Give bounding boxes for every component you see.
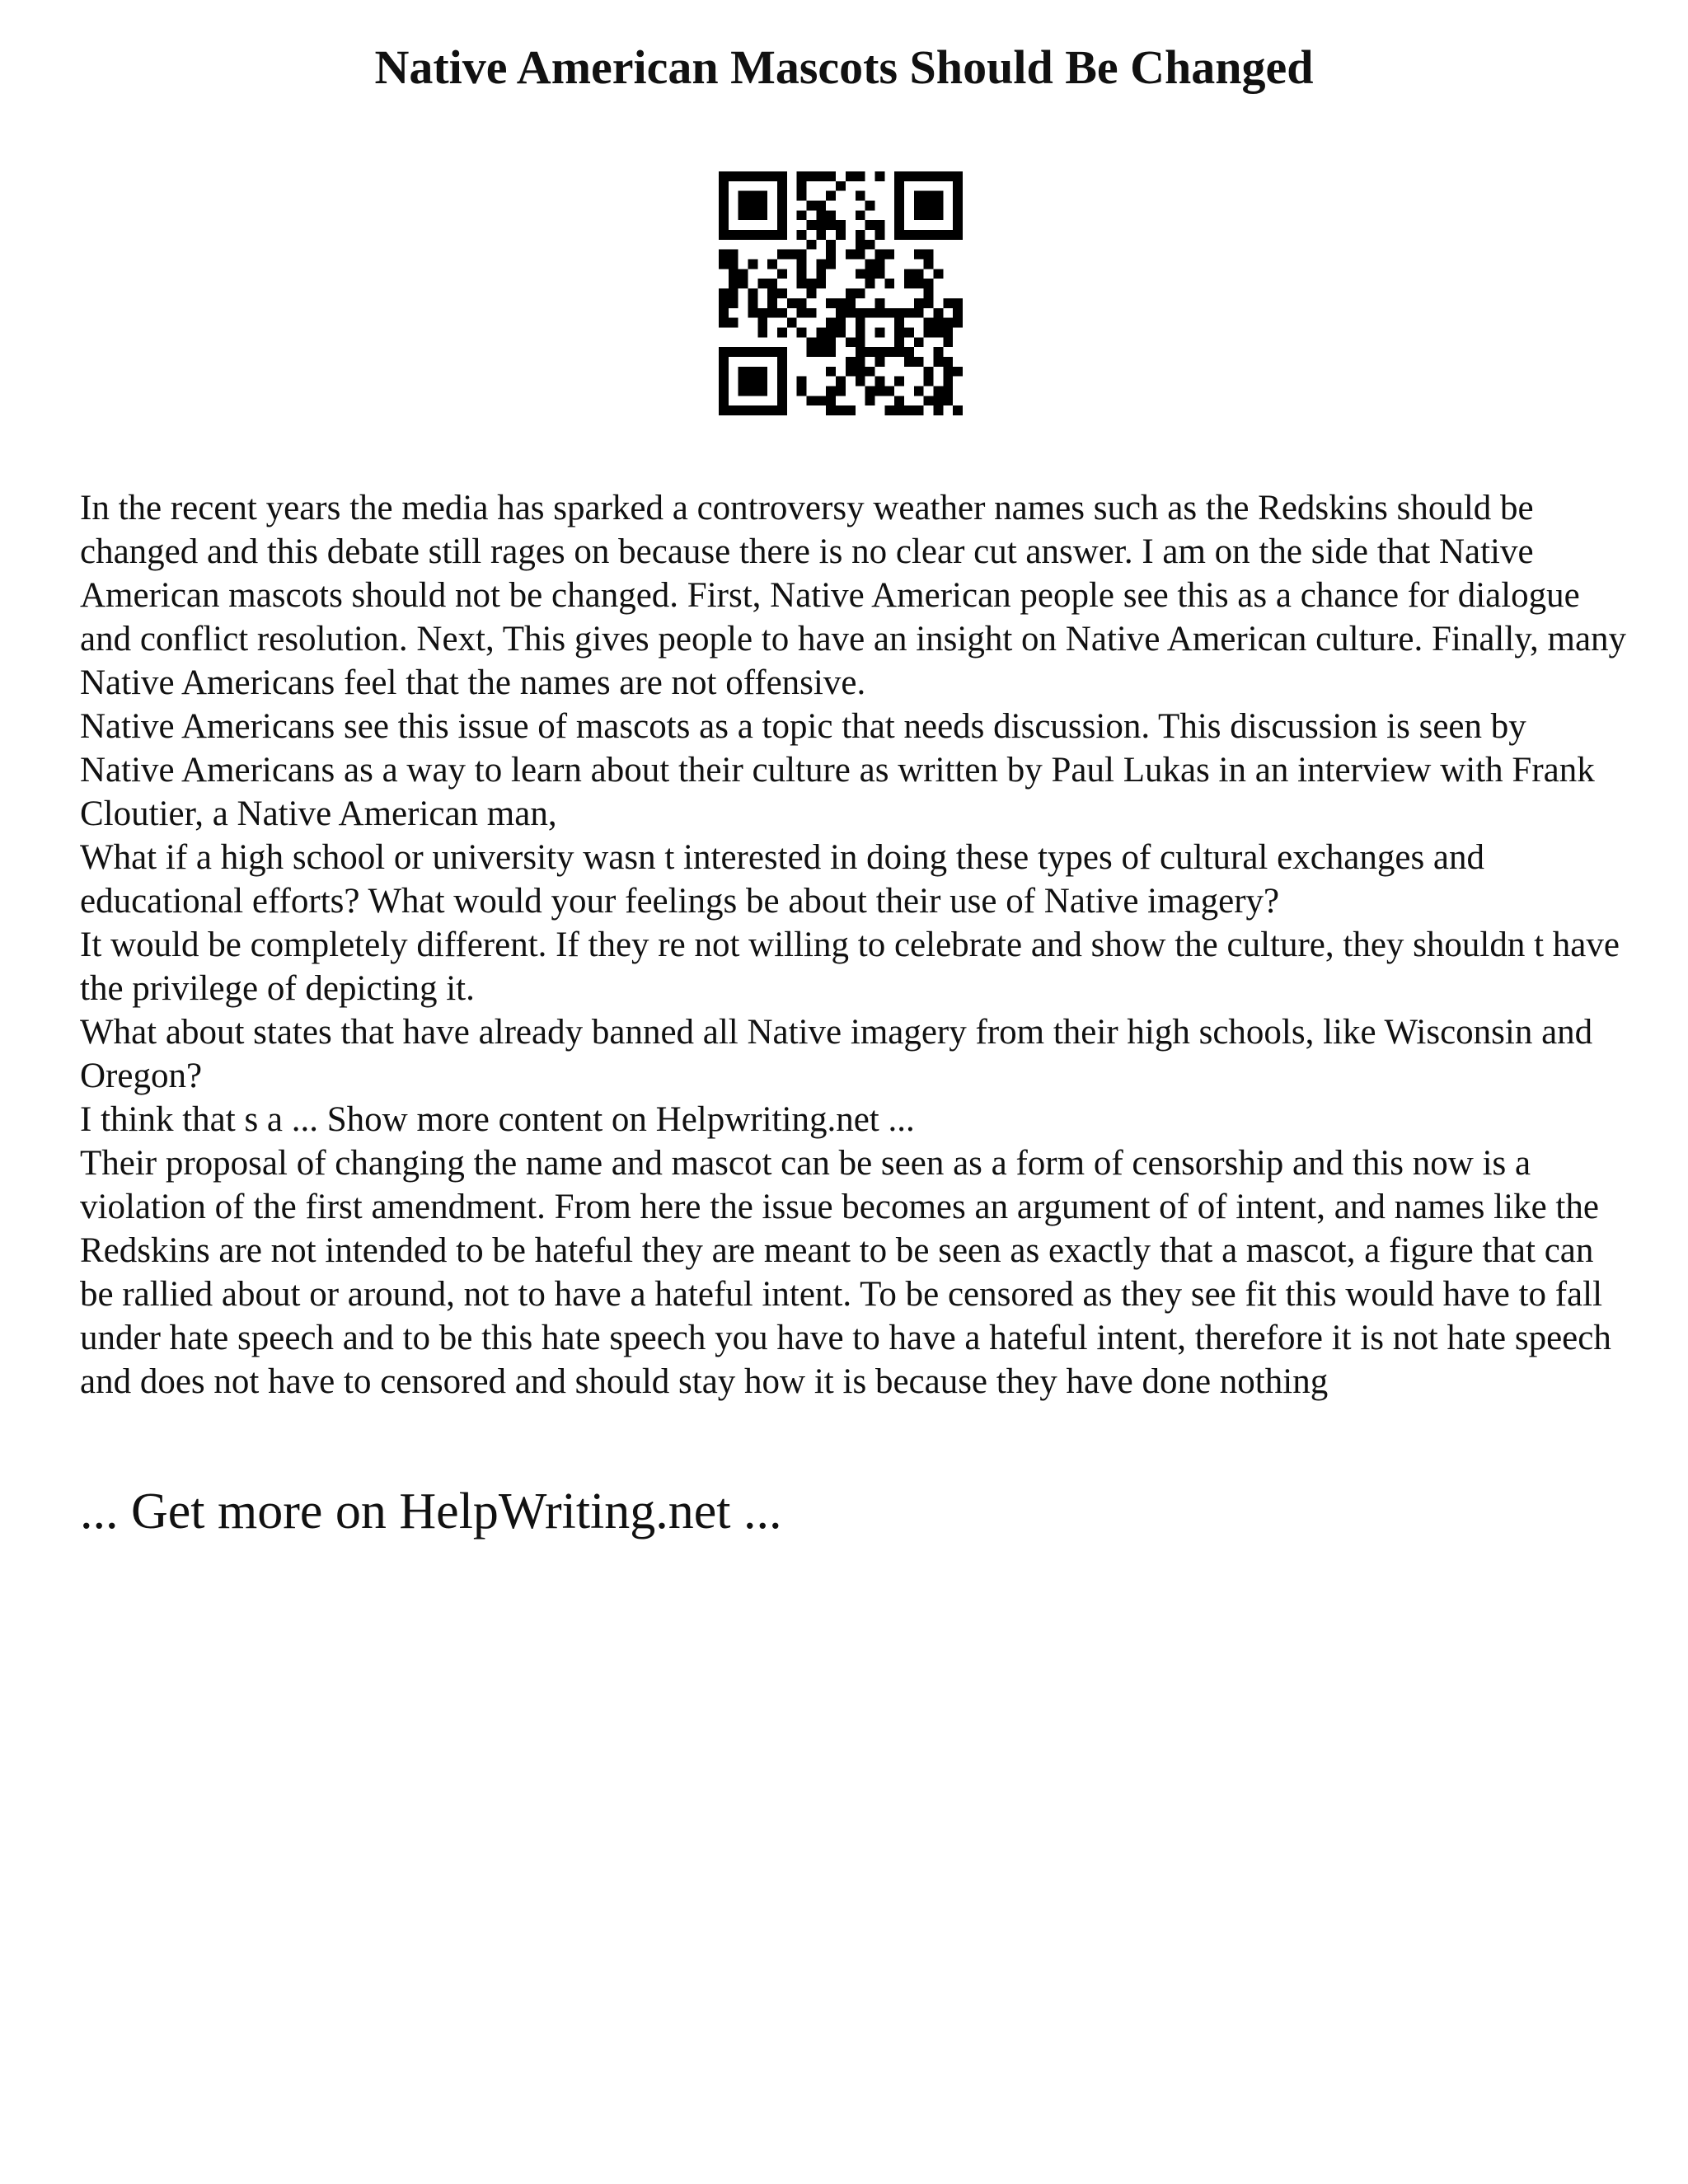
- get-more-link[interactable]: ... Get more on HelpWriting.net ...: [80, 1483, 782, 1540]
- paragraph-intro: In the recent years the media has sparked a controversy weather names such as the Redskins should be changed and this debate still rages on because there is no clear cut answer. I am on the side that Native American mascots should not be changed. First, Native American people see this as a chance for dialogue and conflict resolution. Next, This gives people to have an insight on Native American culture. Finally, many Native Americans feel that the names are not offensive.: [80, 489, 1627, 702]
- paragraph-question-1: What if a high school or university wasn t interested in doing these types of cultural exchanges and educational efforts? What would your feelings be about their use of Native imagery?: [80, 838, 1485, 921]
- qr-code-icon: [719, 171, 963, 415]
- paragraph-question-2: What about states that have already banned all Native imagery from their high schools, like Wisconsin and Oregon?: [80, 1013, 1593, 1095]
- paragraph-censorship: Their proposal of changing the name and mascot can be seen as a form of censorship and this now is a violation of the first amendment. From here the issue becomes an argument of of intent, and names like the Redskins are not intended to be hateful they are meant to be seen as exactly that a mascot, a figure that can be rallied about or around, not to have a hateful intent. To be censored as they see fit this would have to fall under hate speech and to be this hate speech you have to have a hateful intent, therefore it is not hate speech and does not have to censored and should stay how it is because they have done nothing: [80, 1144, 1611, 1401]
- article-body: [80, 486, 1629, 1404]
- paragraph-discussion: Native Americans see this issue of mascots as a topic that needs discussion. This discussion is seen by Native Americans as a way to learn about their culture as written by Paul Lukas in an interview with Frank Cloutier, a Native American man,: [80, 707, 1595, 833]
- qr-code-graphic: [719, 171, 963, 415]
- page-title: Native American Mascots Should Be Changed: [374, 40, 1314, 94]
- paragraph-show-more: I think that s a ... Show more content on Helpwriting.net ...: [80, 1100, 915, 1139]
- paragraph-answer-1: It would be completely different. If they re not willing to celebrate and show the culture, they shouldn t have the privilege of depicting it.: [80, 926, 1620, 1008]
